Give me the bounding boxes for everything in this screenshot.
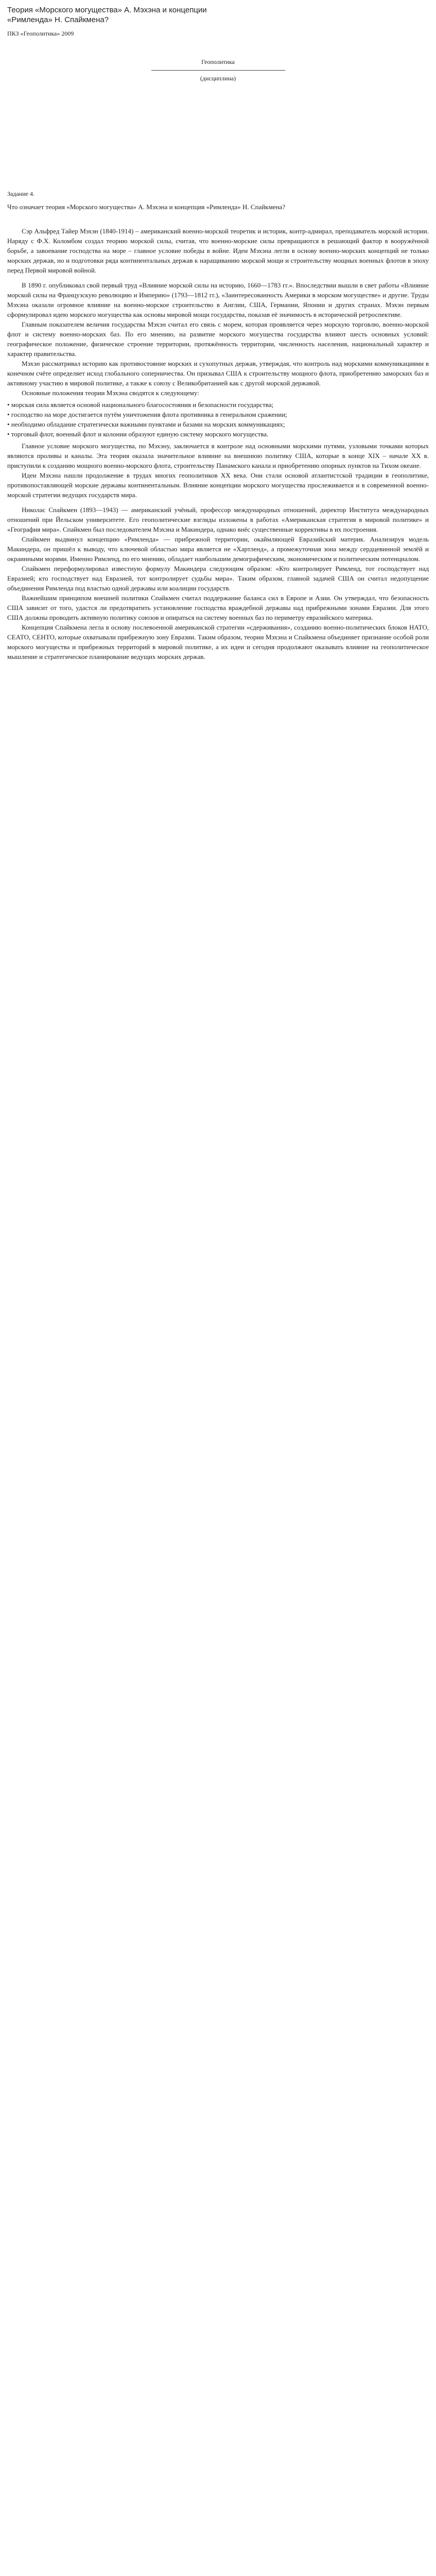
subject-block: [7, 57, 429, 83]
list-item: • необходимо обладание стратегически важными пунктами и базами на морских коммуникациях;: [7, 420, 285, 428]
paragraph: Идеи Мэхэна нашли продолжение в трудах многих геополитиков XX века. Они стали основой атлантистской традиции в геополитике, противопоставляющей морские державы континентальным. Влияние концепции морского могущества прослеживается и в современной военно-морской стратегии ведущих государств мира.: [7, 471, 429, 499]
paragraph: Важнейшим принципом внешней политики Спайкмен считал поддержание баланса сил в Европе и Азии. Он утверждал, что безопасность США зависит от того, удастся ли предотвратить установление господства враждебной державы над прибрежными зонами Евразии. Для этого США должны проводить активную политику союзов и опираться на систему военных баз по периметру евразийского материка.: [7, 594, 429, 621]
paragraph: Сэр Альфред Тайер Мэхэн (1840-1914) – американский военно-морской теоретик и историк, контр-адмирал, преподаватель морской истории. Наряду с Ф.Х. Коломбом создал теорию морской силы, считая, что военно-морские силы превращаются в решающий фактор в вооружённой борьбе, а завоевание господства на море – главное условие победы в войне. Идеи Мэхэна легли в основу военно-морских концепций не только морских держав, но и подготовки ряда континентальных держав к наращиванию морской мощи и строительству мощных военных флотов в эпоху перед Первой мировой войной.: [7, 227, 429, 274]
list-item: • морская сила является основой национального благосостояния и безопасности государства;: [7, 401, 274, 409]
paragraph-gap: [7, 500, 429, 505]
blank-area: [7, 83, 429, 189]
paragraph: В 1890 г. опубликовал свой первый труд «Влияние морской силы на историю, 1660—1783 гг.». Впоследствии вышли в свет работы «Влияние морской силы на Французскую революцию и Империю» (1793—1812 гг.), «Заинтересованность Америки в морском могуществе» и другие. Труды Мэхэна оказали огромное влияние на военно-морское строительство в Англии, США, Германии, Японии и других странах. Мэхэн первым сформулировал идею морского могущества как основы мировой мощи государства, показав её значимость в исторической ретроспективе.: [7, 281, 429, 318]
paragraph: Концепция Спайкмена легла в основу послевоенной американской стратегии «сдерживания», созданию военно-политических блоков НАТО, СЕАТО, СЕНТО, которые охватывали прибрежную зону Евразии. Таким образом, теории Мэхэна и Спайкмена объединяет признание особой роли морского могущества и прибрежных территорий в мировой политике, а их идеи и сегодня продолжают оказывать влияние на геополитическое мышление и стратегическое планирование ведущих морских держав.: [7, 623, 429, 660]
document-page: [0, 5, 436, 662]
task-question: Что означает теория «Морского могущества» А. Мэхэна и концепция «Римленда» Н. Спайкмена?: [7, 203, 286, 211]
subject-caption: (дисциплина): [200, 75, 236, 82]
paragraph: Николас Спайкмен (1893—1943) — американский учёный, профессор международных отношений, директор Института международных отношений при Йельском университете. Его геополитические взгляды изложены в работах «Американская стратегия в мировой политике» и «География мира». Спайкмен был последователем Мэхэна и Макиндера, однако внёс существенные коррективы в их построения.: [7, 506, 429, 533]
paragraph: Основные положения теории Мэхэна сводятся к следующему:: [22, 389, 199, 397]
list-item: • господство на море достигается путём уничтожения флота противника в генеральном сражении;: [7, 411, 287, 418]
paragraph: Главным показателем величия государства Мэхэн считал его связь с морем, которая проявляется через морскую торговлю, военно-морской флот и систему военно-морских баз. По его мнению, на развитие морского могущества государства влияют шесть основных условий: географическое положение, физическое строение территории, протяжённость территории, численность населения, национальный характер и характер правительства.: [7, 320, 429, 358]
paragraph: Спайкмен выдвинул концепцию «Римленда» — прибрежной территории, окаймляющей Евразийский материк. Анализируя модель Макиндера, он пришёл к выводу, что ключевой областью мира является не «Хартленд», а промежуточная зона между сердцевинной землёй и окраинными морями. Именно Римленд, по его мнению, обладает наибольшим демографическим, экономическим и политическим потенциалом.: [7, 535, 429, 563]
subject-underline: [151, 70, 285, 71]
paragraph: Спайкмен переформулировал известную формулу Макиндера следующим образом: «Кто контролирует Римленд, тот господствует над Евразией; кто господствует над Евразией, тот контролирует судьбы мира». Таким образом, главной задачей США он считал недопущение объединения Римленда под властью одной державы или коалиции государств.: [7, 565, 429, 592]
document-title: Теория «Морского могущества» А. Мэхэна и концепции «Римленда» Н. Спайкмена?: [7, 6, 207, 24]
list-item: • торговый флот, военный флот и колонии образуют единую систему морского могущества.: [7, 430, 269, 438]
paragraph-gap: [7, 275, 429, 280]
subject-name: Геополитика: [201, 58, 235, 65]
answer-body: [7, 226, 429, 662]
document-meta: ПКЗ «Геополитика» 2009: [7, 30, 74, 37]
bullet-list: [7, 400, 429, 439]
paragraph: Главное условие морского могущества, по Мэхэну, заключается в контроле над основными морскими путями, узловыми точками которых являются проливы и каналы. Эта теория оказала значительное влияние на внешнюю политику США, которые в конце XIX – начале XX в. приступили к созданию мощного военно-морского флота, строительству Панамского канала и приобретению опорных пунктов на Тихом океане.: [7, 442, 429, 469]
paragraph: Мэхэн рассматривал историю как противостояние морских и сухопутных держав, утверждая, что контроль над морскими коммуникациями в конечном счёте определяет исход глобального соперничества. Он призывал США к строительству мощного флота, приобретению заморских баз и активному участию в мировой политике, а также к союзу с Великобританией как с другой морской державой.: [7, 360, 429, 387]
task-label: Задание 4.: [7, 190, 34, 197]
